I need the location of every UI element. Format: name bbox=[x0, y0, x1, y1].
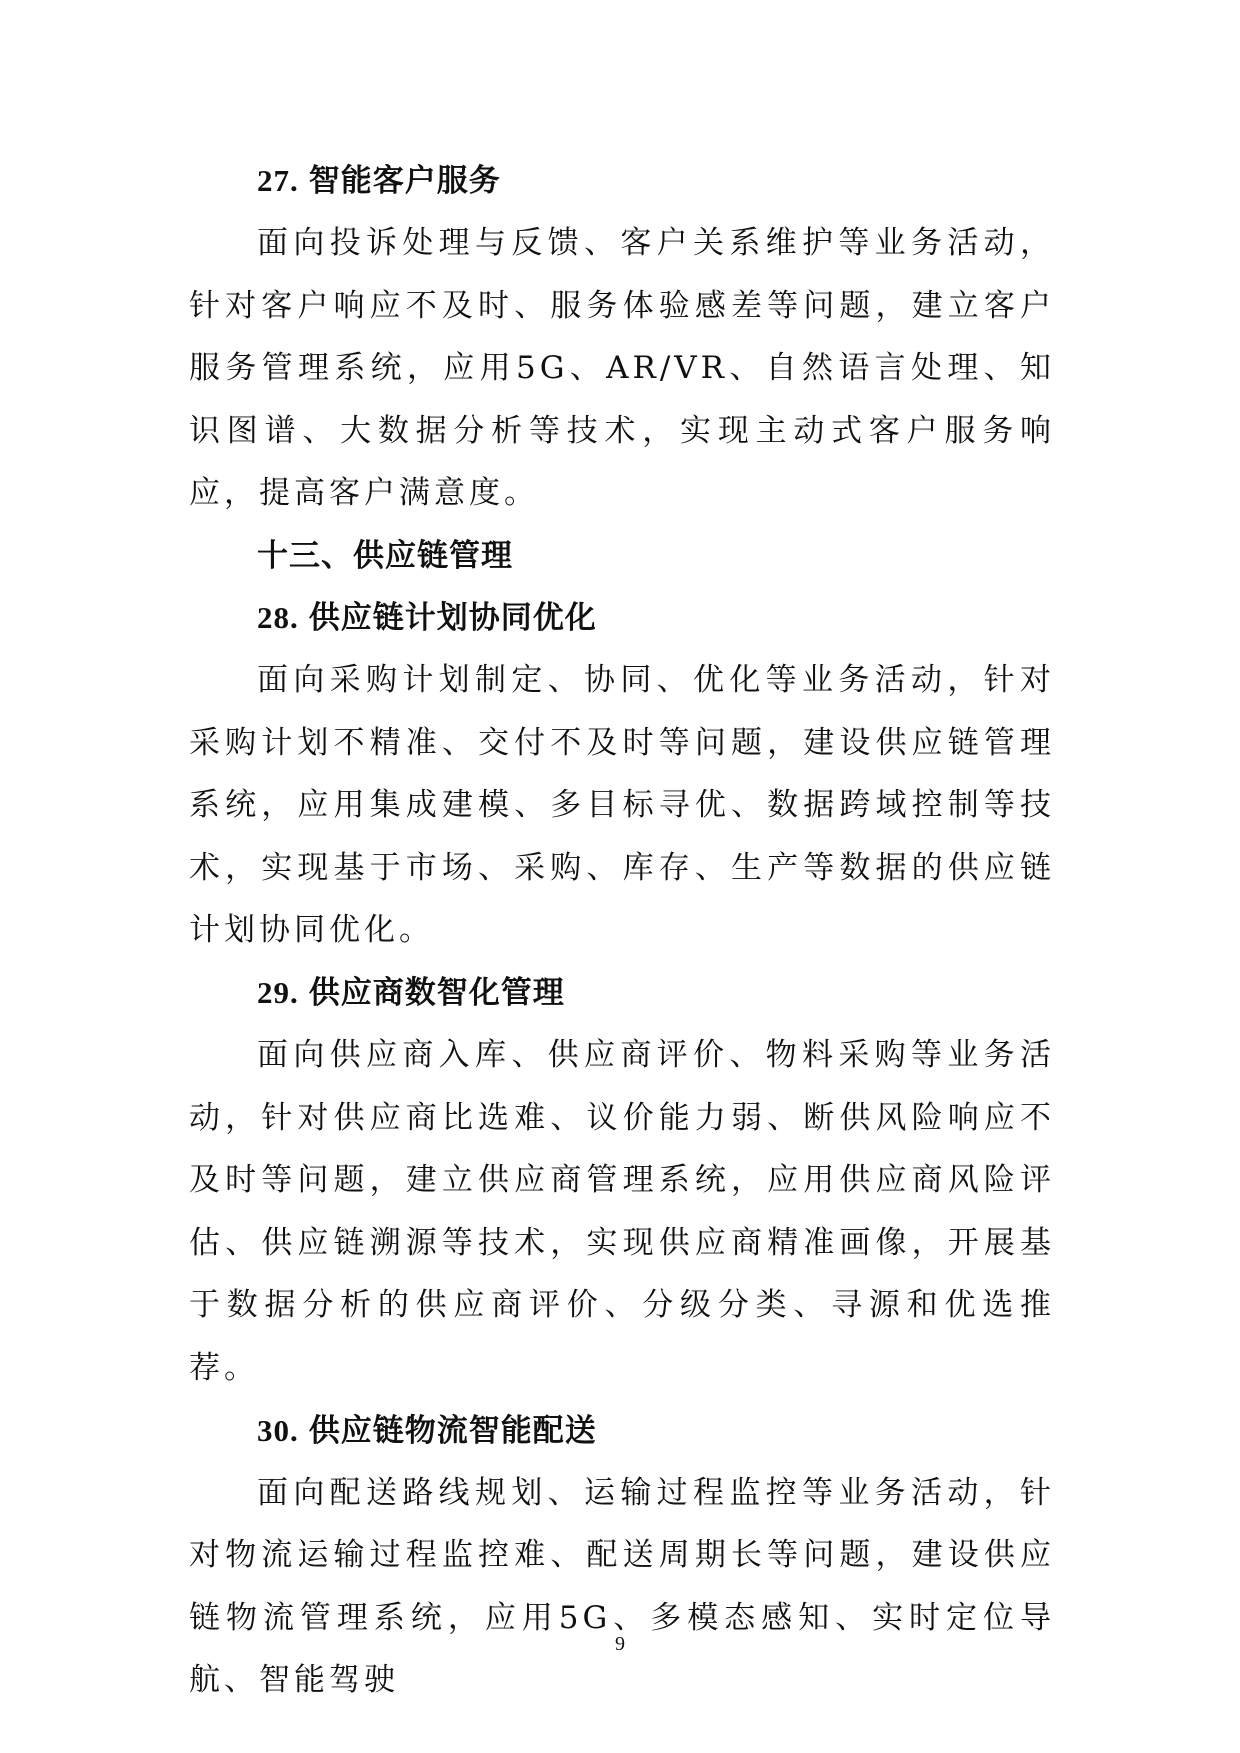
section-body-29: 面向供应商入库、供应商评价、物料采购等业务活动，针对供应商比选难、议价能力弱、断供风险响应不及时等问题，建立供应商管理系统，应用供应商风险评估、供应链溯源等技术，实现供应商精准画像，开展基于数据分析的供应商评价、分级分类、寻源和优选推荐。 bbox=[189, 1036, 1055, 1386]
document-body bbox=[189, 150, 1055, 1712]
section-body-28: 面向采购计划制定、协同、优化等业务活动，针对采购计划不精准、交付不及时等问题，建设供应链管理系统，应用集成建模、多目标寻优、数据跨域控制等技术，实现基于市场、采购、库存、生产等数据的供应链计划协同优化。 bbox=[189, 661, 1055, 949]
section-number: 27. bbox=[257, 163, 299, 198]
section-title: 供应链计划协同优化 bbox=[308, 599, 597, 636]
section-title: 智能客户服务 bbox=[308, 163, 501, 199]
section-body-30: 面向配送路线规划、运输过程监控等业务活动，针对物流运输过程监控难、配送周期长等问题，建设供应链物流管理系统，应用5G、多模态感知、实时定位导航、智能驾驶 bbox=[189, 1474, 1055, 1699]
section-number: 29. bbox=[257, 974, 299, 1010]
section-body-27: 面向投诉处理与反馈、客户关系维护等业务活动，针对客户响应不及时、服务体验感差等问题，建立客户服务管理系统，应用5G、AR/VR、自然语言处理、知识图谱、大数据分析等技术，实现主动式客户服务响应，提高客户满意度。 bbox=[189, 225, 1055, 512]
chapter-heading: 十三、供应链管理 bbox=[257, 537, 513, 574]
section-heading-29 bbox=[189, 962, 1055, 1024]
page-number: 9 bbox=[615, 1633, 625, 1655]
section-number: 30. bbox=[257, 1412, 299, 1448]
section-heading-28 bbox=[189, 587, 1055, 649]
section-heading-30 bbox=[189, 1400, 1055, 1462]
section-number: 28. bbox=[257, 599, 299, 635]
section-heading-27 bbox=[189, 150, 1055, 212]
section-title: 供应商数智化管理 bbox=[308, 974, 565, 1011]
section-title: 供应链物流智能配送 bbox=[308, 1412, 597, 1449]
